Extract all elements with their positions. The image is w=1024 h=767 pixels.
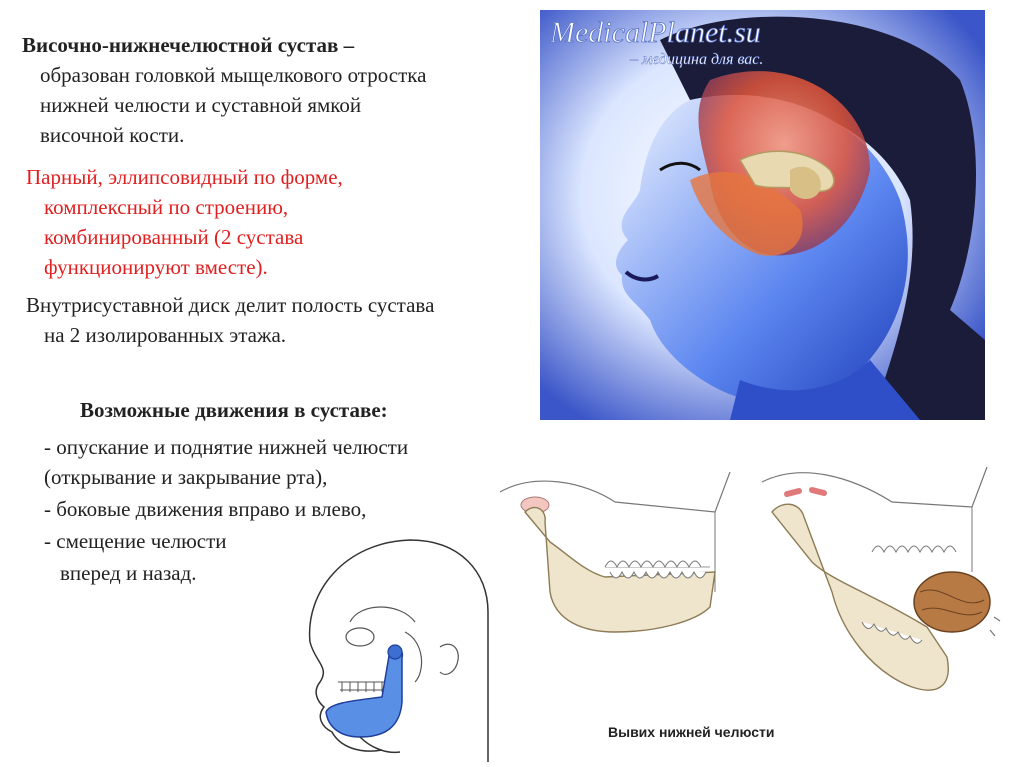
chin-neck-line bbox=[360, 737, 400, 752]
upper-teeth bbox=[605, 561, 701, 567]
disc-line-2: на 2 изолированных этажа. bbox=[44, 323, 287, 347]
face-photo-illustration bbox=[540, 10, 985, 420]
movement-item-5: вперед и назад. bbox=[60, 561, 197, 585]
jaw-normal-diagram bbox=[495, 472, 735, 662]
jaw-condyle bbox=[388, 645, 402, 659]
jaw-dislocation-diagram bbox=[752, 462, 1002, 712]
crack-marks bbox=[990, 617, 1000, 636]
brow-line bbox=[350, 607, 415, 622]
movement-item-1: - опускание и поднятие нижней челюсти bbox=[44, 435, 409, 459]
definition-title: Височно-нижнечелюстной сустав – bbox=[22, 33, 355, 57]
watermark-title: MedicalPlanet.su bbox=[550, 16, 761, 49]
mandible-shape bbox=[525, 507, 715, 632]
jaw-highlight bbox=[326, 648, 402, 737]
cheekbone-line bbox=[405, 632, 422, 682]
disc-line-1: Внутрисуставной диск делит полость сустава bbox=[26, 293, 435, 317]
skull-base-outline-2 bbox=[762, 467, 987, 507]
properties-line-2: комплексный по строению, bbox=[44, 195, 289, 219]
properties-block bbox=[26, 162, 506, 282]
dislocation-caption: Вывих нижней челюсти bbox=[608, 724, 775, 740]
properties-line-3: комбинированный (2 сустава bbox=[44, 225, 304, 249]
definition-line-3: височной кости. bbox=[40, 123, 185, 147]
upper-teeth-2 bbox=[872, 546, 956, 552]
orbit-outline bbox=[346, 628, 374, 646]
movement-item-2: (открывание и закрывание рта), bbox=[44, 465, 328, 489]
movement-item-4: - смещение челюсти bbox=[44, 529, 227, 553]
watermark-subtitle: – медицина для вас. bbox=[630, 51, 764, 68]
disc-fragments bbox=[787, 490, 824, 494]
definition-line-1: образован головкой мыщелкового отростка bbox=[40, 63, 427, 87]
movements-heading: Возможные движения в суставе: bbox=[80, 398, 388, 422]
ear-outline bbox=[440, 644, 458, 674]
skull-jaw-illustration bbox=[290, 532, 490, 762]
movement-item-3: - боковые движения вправо и влево, bbox=[44, 497, 367, 521]
properties-line-4: функционируют вместе). bbox=[44, 255, 268, 279]
properties-line-1: Парный, эллипсовидный по форме, bbox=[26, 165, 343, 189]
disc-block bbox=[26, 290, 536, 350]
definition-block bbox=[22, 30, 532, 150]
definition-line-2: нижней челюсти и суставной ямкой bbox=[40, 93, 362, 117]
